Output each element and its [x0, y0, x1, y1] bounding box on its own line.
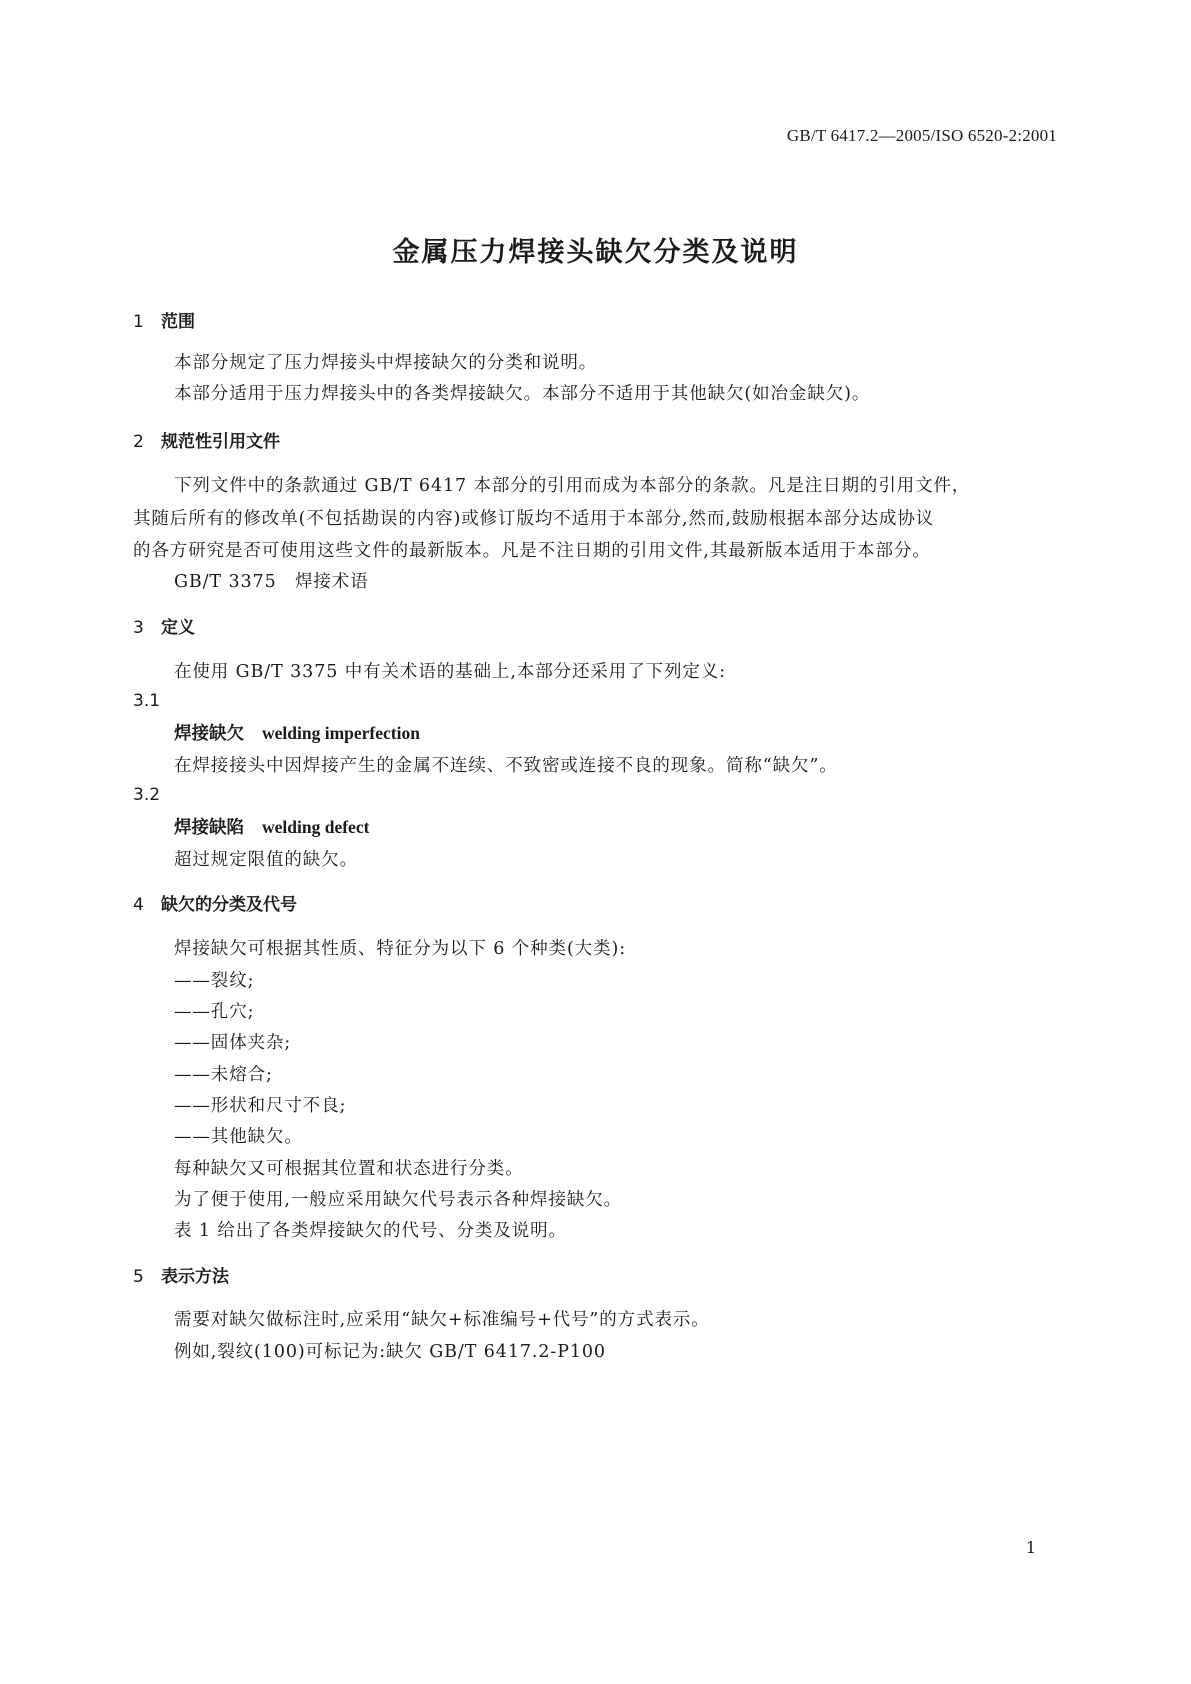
list-item: ——形状和尺寸不良; — [174, 1096, 347, 1116]
list-item: ——孔穴; — [174, 1002, 255, 1022]
paragraph: 本部分规定了压力焊接头中焊接缺欠的分类和说明。 — [174, 353, 598, 373]
paragraph: 需要对缺欠做标注时,应采用“缺欠+标准编号+代号”的方式表示。 — [174, 1310, 710, 1330]
paragraph: 焊接缺欠可根据其性质、特征分为以下 6 个种类(大类): — [174, 939, 627, 959]
term — [174, 814, 369, 839]
section-3-heading — [133, 613, 195, 638]
clause-number: 3.1 — [133, 691, 161, 711]
definition: 超过规定限值的缺欠。 — [174, 850, 358, 870]
page-number: 1 — [1025, 1538, 1036, 1557]
list-item: ——裂纹; — [174, 971, 255, 991]
paragraph: 每种缺欠又可根据其位置和状态进行分类。 — [174, 1159, 524, 1179]
standard-code: GB/T 6417.2—2005/ISO 6520-2:2001 — [786, 126, 1057, 145]
term-chinese: 焊接缺欠 — [174, 724, 244, 744]
term-chinese: 焊接缺陷 — [174, 818, 244, 838]
section-title: 缺欠的分类及代号 — [161, 895, 297, 915]
section-number: 1 — [133, 312, 144, 332]
list-item: ——固体夹杂; — [174, 1033, 292, 1053]
section-number: 4 — [133, 895, 144, 915]
term-english: welding imperfection — [262, 723, 420, 743]
normative-reference: GB/T 3375 焊接术语 — [174, 572, 369, 592]
list-item: ——未熔合; — [174, 1065, 273, 1085]
document-title: 金属压力焊接头缺欠分类及说明 — [392, 237, 799, 268]
section-4-heading — [133, 890, 297, 915]
section-title: 规范性引用文件 — [161, 432, 280, 452]
section-title: 表示方法 — [161, 1267, 229, 1287]
section-1-heading — [133, 307, 195, 332]
paragraph: 本部分适用于压力焊接头中的各类焊接缺欠。本部分不适用于其他缺欠(如冶金缺欠)。 — [174, 384, 871, 404]
paragraph: 表 1 给出了各类焊接缺欠的代号、分类及说明。 — [174, 1221, 567, 1241]
list-item: ——其他缺欠。 — [174, 1127, 303, 1147]
paragraph-line: 下列文件中的条款通过 GB/T 6417 本部分的引用而成为本部分的条款。凡是注日期的引用文件， — [174, 476, 971, 496]
section-2-heading — [133, 427, 280, 452]
section-title: 定义 — [161, 618, 195, 638]
paragraph: 例如,裂纹(100)可标记为:缺欠 GB/T 6417.2-P100 — [174, 1342, 606, 1362]
section-title: 范围 — [161, 312, 195, 332]
term-english: welding defect — [262, 817, 370, 837]
section-5-heading — [133, 1262, 229, 1287]
paragraph-line: 其随后所有的修改单(不包括勘误的内容)或修订版均不适用于本部分,然而,鼓励根据本部分达成协议 — [133, 509, 935, 529]
section-number: 5 — [133, 1267, 144, 1287]
paragraph: 在使用 GB/T 3375 中有关术语的基础上,本部分还采用了下列定义: — [174, 662, 726, 682]
section-number: 2 — [133, 432, 144, 452]
clause-number: 3.2 — [133, 785, 161, 805]
definition: 在焊接接头中因焊接产生的金属不连续、不致密或连接不良的现象。简称“缺欠”。 — [174, 756, 838, 776]
term — [174, 720, 420, 745]
paragraph: 为了便于使用,一般应采用缺欠代号表示各种焊接缺欠。 — [174, 1190, 623, 1210]
paragraph-line: 的各方研究是否可使用这些文件的最新版本。凡是不注日期的引用文件,其最新版本适用于本部分。 — [133, 541, 931, 561]
section-number: 3 — [133, 618, 144, 638]
